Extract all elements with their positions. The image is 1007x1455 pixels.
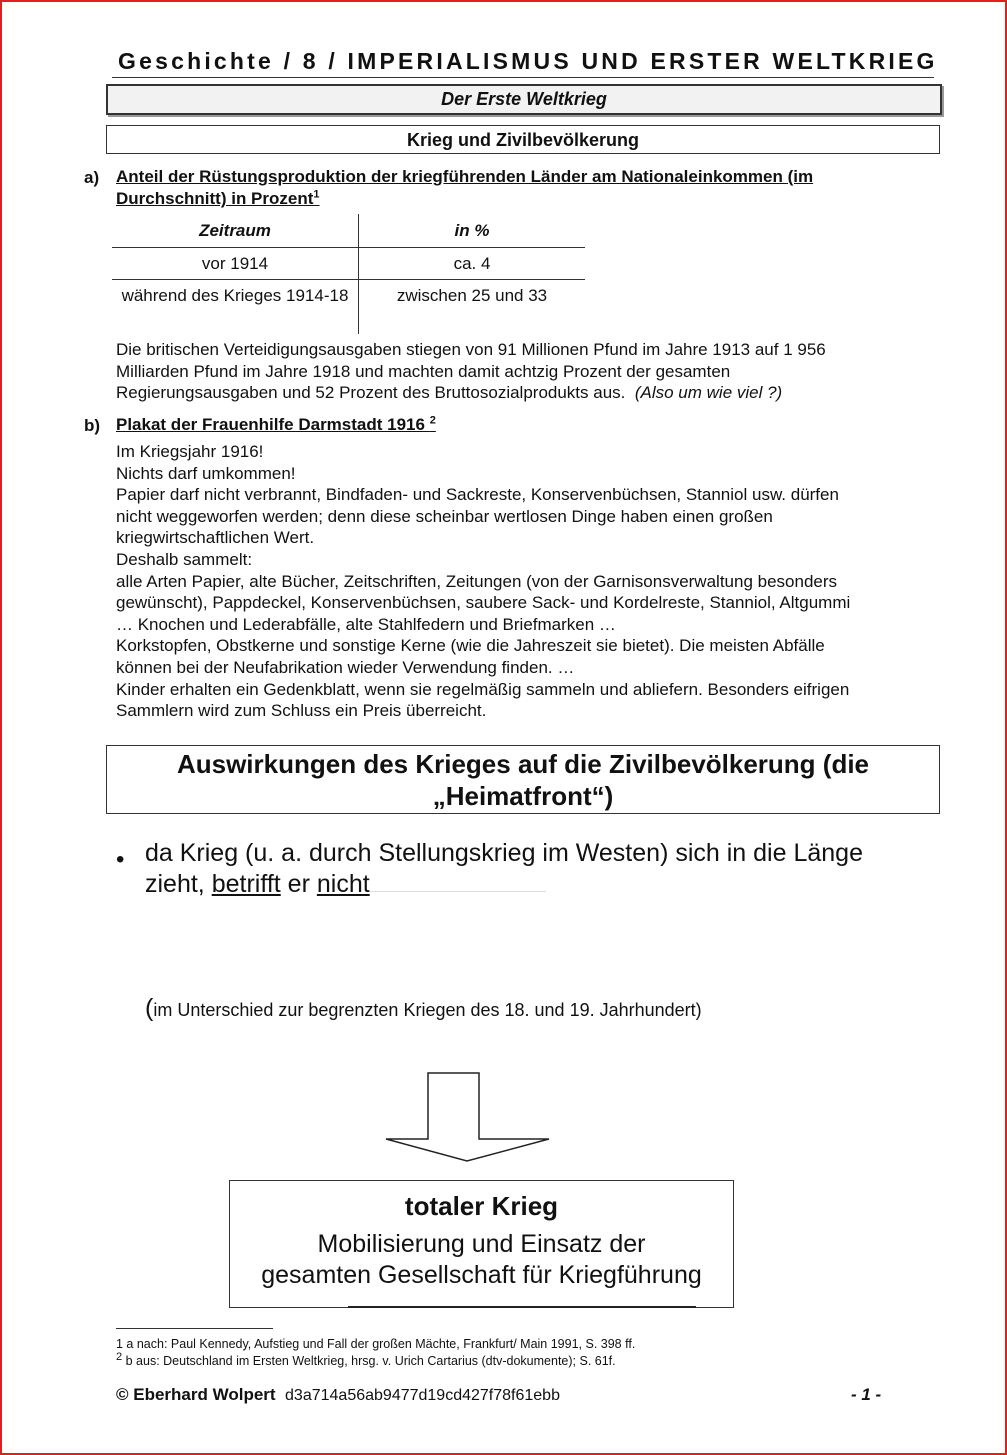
footnote-1: 1 a nach: Paul Kennedy, Aufstieg und Fall der großen Mächte, Frankfurt/ Main 1991, S. 398 ff. xyxy=(116,1337,636,1351)
table-header-row xyxy=(112,214,585,248)
part-a-heading xyxy=(116,166,916,210)
title-rule xyxy=(112,77,934,78)
table-header-cell: Zeitraum xyxy=(112,214,359,248)
question-text: (Also um wie viel ?) xyxy=(634,383,783,403)
page-number: - 1 - xyxy=(851,1385,882,1404)
section-title-box: Krieg und Zivilbevölkerung xyxy=(106,125,940,154)
bullet-line2 xyxy=(145,869,935,900)
part-b-heading-text: Plakat der Frauenhilfe Darmstadt 1916 xyxy=(116,415,425,434)
paragraph-line-text: Regierungsausgaben und 52 Prozent des Bruttosozialprodukts aus. xyxy=(116,383,626,403)
hidden-answer-area xyxy=(145,900,935,993)
footnote-ref-1: 1 xyxy=(313,188,320,201)
total-war-title: totaler Krieg xyxy=(404,1191,559,1221)
bullet-text xyxy=(145,838,935,1026)
poster-line: Papier darf nicht verbrannt, Bindfaden- und Sackreste, Konservenbüchsen, Stanniol usw. dürfen xyxy=(116,485,839,505)
effects-heading-line2: „Heimatfront“) xyxy=(432,781,614,811)
footnote-2-text: b aus: Deutschland im Ersten Weltkrieg, hrsg. v. Urich Cartarius (dtv-dokumente); S. 61f. xyxy=(125,1354,616,1368)
poster-line: Im Kriegsjahr 1916! xyxy=(116,442,264,461)
author: © Eberhard Wolpert xyxy=(116,1385,276,1404)
poster-line: Korkstopfen, Obstkerne und sonstige Kerne (wie die Jahreszeit sie bietet). Die meisten Abfälle xyxy=(116,636,825,656)
effects-heading-line1: Auswirkungen des Krieges auf die Zivilbevölkerung (die xyxy=(176,749,870,779)
fill-in-word-nicht: nicht xyxy=(316,870,370,898)
table-cell: ca. 4 xyxy=(359,248,586,280)
paragraph-line xyxy=(116,382,936,404)
fill-in-blank xyxy=(370,890,546,892)
table-row xyxy=(112,280,585,335)
total-war-line1: Mobilisierung und Einsatz der xyxy=(317,1230,646,1258)
poster-line: Nichts darf umkommen! xyxy=(116,463,296,483)
part-a-heading-line2 xyxy=(116,189,320,208)
table-cell: vor 1914 xyxy=(112,248,359,280)
part-a-paragraph xyxy=(116,339,936,404)
table-row xyxy=(112,248,585,280)
bullet-word-er: er xyxy=(280,870,317,898)
armament-table xyxy=(112,214,585,334)
effects-heading-box xyxy=(106,745,940,814)
bullet-line2-start: zieht, xyxy=(145,870,212,898)
doc-hash: d3a714a56ab9477d19cd427f78f61ebb xyxy=(285,1387,560,1404)
bullet-note xyxy=(145,993,935,1026)
paren-open: ( xyxy=(145,994,154,1022)
down-arrow-icon xyxy=(384,1072,554,1164)
table-header-cell: in % xyxy=(359,214,586,248)
part-b-label: b) xyxy=(84,416,101,435)
poster-line: … Knochen und Lederabfälle, alte Stahlfedern und Briefmarken … xyxy=(116,614,616,634)
footnotes xyxy=(116,1336,936,1370)
table-cell: während des Krieges 1914-18 xyxy=(112,280,359,335)
part-b-heading xyxy=(116,414,436,436)
poster-line: gewünscht), Pappdeckel, Konservenbüchsen, saubere Sack- und Kordelreste, Stanniol, Altgummi xyxy=(116,593,851,613)
box-shadow-line xyxy=(348,1306,696,1308)
bullet-line1: da Krieg (u. a. durch Stellungskrieg im Westen) sich in die Länge xyxy=(145,839,863,867)
footnote-2 xyxy=(116,1350,936,1370)
footnote-2-mark: 2 xyxy=(116,1350,123,1363)
footnote-rule xyxy=(116,1328,273,1329)
fill-in-word-betrifft: betrifft xyxy=(211,870,281,898)
subtitle-box: Der Erste Weltkrieg xyxy=(106,84,942,115)
paragraph-line: Milliarden Pfund im Jahre 1918 und machten damit achtzig Prozent der gesamten xyxy=(116,361,731,381)
footer-left xyxy=(116,1385,560,1405)
poster-line: Sammlern wird zum Schluss ein Preis überreicht. xyxy=(116,701,487,721)
page-title: Geschichte / 8 / IMPERIALISMUS UND ERSTER WELTKRIEG xyxy=(118,48,938,74)
poster-line: können bei der Neufabrikation wieder Verwendung finden. … xyxy=(116,657,575,677)
poster-line: nicht weggeworfen werden; denn diese scheinbar wertlosen Dinge haben einen großen xyxy=(116,506,773,526)
paragraph-line: Die britischen Verteidigungsausgaben stiegen von 91 Millionen Pfund im Jahre 1913 auf 1 956 xyxy=(116,340,826,359)
table-cell: zwischen 25 und 33 xyxy=(396,286,548,305)
poster-text xyxy=(116,441,936,722)
part-a-heading-line1: Anteil der Rüstungsproduktion der kriegführenden Länder am Nationaleinkommen (im xyxy=(116,167,814,186)
poster-line: kriegwirtschaftlichen Wert. xyxy=(116,528,315,548)
footnote-ref-2: 2 xyxy=(429,414,436,427)
poster-line: Deshalb sammelt: xyxy=(116,549,253,569)
total-war-box xyxy=(229,1180,734,1308)
part-a-heading-text: Durchschnitt) in Prozent xyxy=(116,189,314,208)
poster-line: alle Arten Papier, alte Bücher, Zeitschriften, Zeitungen (von der Garnisonsverwaltung besonders xyxy=(116,571,838,591)
poster-line: Kinder erhalten ein Gedenkblatt, wenn sie regelmäßig sammeln und abliefern. Besonders eifrigen xyxy=(116,679,850,699)
total-war-line2: gesamten Gesellschaft für Kriegführung xyxy=(261,1261,702,1289)
part-a-label: a) xyxy=(84,168,100,187)
bullet-icon: • xyxy=(116,846,125,873)
bullet-note-text: im Unterschied zur begrenzten Kriegen des 18. und 19. Jahrhundert) xyxy=(153,1000,702,1020)
